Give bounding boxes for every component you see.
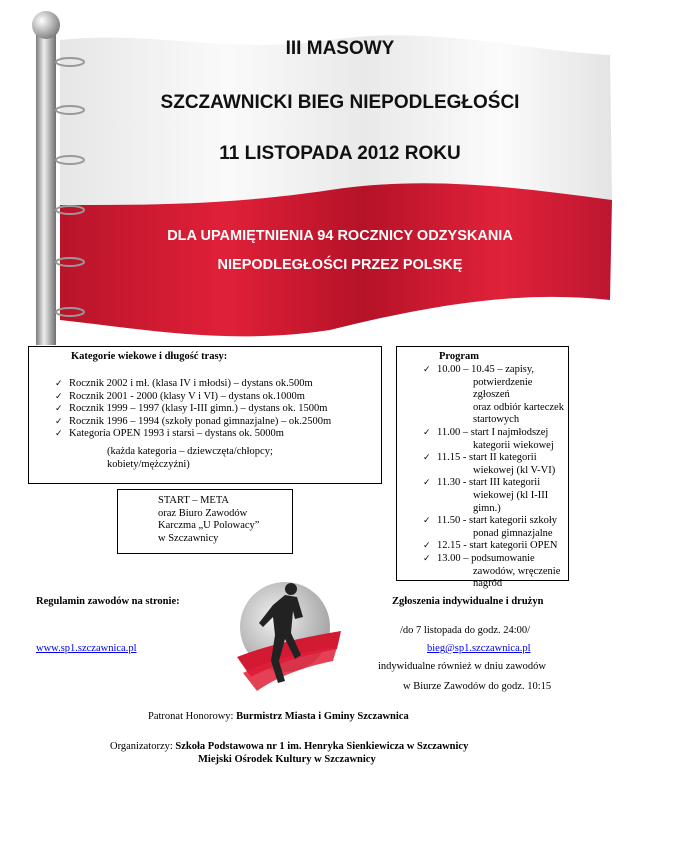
onsite-registration-line2: w Biurze Zawodów do godz. 10:15 bbox=[403, 681, 552, 692]
start-meta-venue: Karczma „U Polowacy” bbox=[158, 520, 260, 532]
categories-box bbox=[28, 346, 382, 484]
program-item bbox=[423, 477, 569, 515]
program-item-line: 13.00 – podsumowanie bbox=[437, 552, 535, 564]
flag-white-band bbox=[60, 35, 612, 205]
program-item bbox=[423, 452, 569, 477]
checkmark-icon: ✓ bbox=[55, 416, 63, 427]
registration-deadline: /do 7 listopada do godz. 24:00/ bbox=[400, 625, 531, 636]
program-item-line: kategorii wiekowej bbox=[473, 439, 554, 451]
list-item: ✓ Rocznik 2002 i mł. (klasa IV i młodsi) – dystans ok.500m bbox=[55, 378, 313, 389]
flagpole bbox=[36, 30, 56, 345]
program-item bbox=[423, 427, 569, 452]
program-item-line: nagród bbox=[473, 578, 503, 590]
program-item-line: 12.15 - start kategorii OPEN bbox=[437, 540, 558, 552]
patronage-value: Burmistrz Miasta i Gminy Szczawnica bbox=[236, 711, 409, 722]
program-item-line: ponad gimnazjalne bbox=[473, 527, 553, 539]
checkmark-icon: ✓ bbox=[423, 541, 431, 552]
registration-email-link[interactable]: bieg@sp1.szczawnica.pl bbox=[427, 643, 531, 654]
start-meta-office: oraz Biuro Zawodów bbox=[158, 507, 248, 519]
program-item-line: zawodów, wręczenie bbox=[473, 565, 561, 577]
program-item bbox=[423, 364, 569, 427]
rules-website-link[interactable]: www.sp1.szczawnica.pl bbox=[36, 643, 137, 654]
checkmark-icon: ✓ bbox=[55, 379, 63, 389]
program-item bbox=[423, 540, 569, 553]
program-item-line: 11.50 - start kategorii szkoły bbox=[437, 515, 558, 527]
program-item-line: potwierdzenie zgłoszeń bbox=[473, 376, 533, 401]
program-item bbox=[423, 553, 569, 591]
program-item-line: 10.00 – 10.45 – zapisy, bbox=[437, 364, 535, 375]
program-box bbox=[396, 346, 569, 590]
program-item-line: 11.30 - start III kategorii bbox=[437, 477, 541, 489]
checkmark-icon: ✓ bbox=[55, 391, 63, 402]
list-item: ✓ Rocznik 1999 – 1997 (klasy I-III gimn.) – dystans ok. 1500m bbox=[55, 403, 328, 415]
title-line-1: III MASOWY bbox=[285, 38, 395, 59]
title-line-3: 11 LISTOPADA 2012 ROKU bbox=[219, 143, 461, 164]
program-item-line: wiekowej (kl I-III bbox=[473, 489, 549, 501]
organizers-line2: Miejski Ośrodek Kultury w Szczawnicy bbox=[198, 754, 376, 765]
checkmark-icon: ✓ bbox=[55, 429, 63, 440]
program-heading: Program bbox=[439, 351, 480, 362]
subtitle-line-1: DLA UPAMIĘTNIENIA 94 ROCZNICY ODZYSKANIA bbox=[167, 228, 513, 244]
organizers-line1: Szkoła Podstawowa nr 1 im. Henryka Sienkiewicza w Szczawnicy bbox=[175, 741, 469, 752]
list-item: ✓ Rocznik 2001 - 2000 (klasy V i VI) – dystans ok.1000m bbox=[55, 390, 305, 402]
program-item-line: 11.15 - start II kategorii bbox=[437, 452, 537, 464]
categories-heading: Kategorie wiekowe i długość trasy: bbox=[71, 351, 228, 362]
patronage-label: Patronat Honorowy: bbox=[148, 711, 234, 722]
title-line-2: SZCZAWNICKI BIEG NIEPODLEGŁOŚCI bbox=[160, 92, 520, 113]
rules-label: Regulamin zawodów na stronie: bbox=[36, 596, 180, 607]
checkmark-icon: ✓ bbox=[423, 365, 431, 375]
onsite-registration-line1: indywidualne również w dniu zawodów bbox=[378, 661, 546, 672]
program-item-line: oraz odbiór karteczek bbox=[473, 401, 564, 413]
program-item-line: wiekowej (kl V-VI) bbox=[473, 464, 556, 476]
checkmark-icon: ✓ bbox=[423, 427, 431, 438]
start-meta-title: START – META bbox=[158, 495, 229, 506]
checkmark-icon: ✓ bbox=[423, 478, 431, 489]
runner-logo bbox=[233, 577, 343, 703]
checkmark-icon: ✓ bbox=[423, 553, 431, 564]
subtitle-line-2: NIEPODLEGŁOŚCI PRZEZ POLSKĘ bbox=[217, 257, 463, 273]
program-item bbox=[423, 515, 569, 540]
start-meta-town: w Szczawnicy bbox=[158, 532, 219, 544]
organizers-label: Organizatorzy: bbox=[110, 741, 173, 752]
categories-note: (każda kategoria – dziewczęta/chłopcy; kobiety/mężczyźni) bbox=[107, 446, 273, 470]
program-item-line: 11.00 – start I najmłodszej bbox=[437, 426, 549, 438]
checkmark-icon: ✓ bbox=[423, 453, 431, 464]
list-item: ✓ Kategoria OPEN 1993 i starsi – dystans ok. 5000m bbox=[55, 428, 284, 440]
patronage bbox=[148, 711, 409, 722]
checkmark-icon: ✓ bbox=[55, 404, 63, 415]
list-item: ✓ Rocznik 1996 – 1994 (szkoły ponad gimnazjalne) – ok.2500m bbox=[55, 415, 332, 427]
program-item-line: startowych bbox=[473, 414, 520, 426]
checkmark-icon: ✓ bbox=[423, 516, 431, 527]
program-item-line: gimn.) bbox=[473, 502, 501, 514]
program-list bbox=[423, 364, 569, 591]
organizers bbox=[110, 741, 468, 752]
registration-label: Zgłoszenia indywidualne i drużyn bbox=[392, 596, 544, 607]
start-meta-box bbox=[117, 489, 293, 554]
categories-list bbox=[55, 378, 379, 441]
flagpole-ball bbox=[32, 11, 60, 39]
